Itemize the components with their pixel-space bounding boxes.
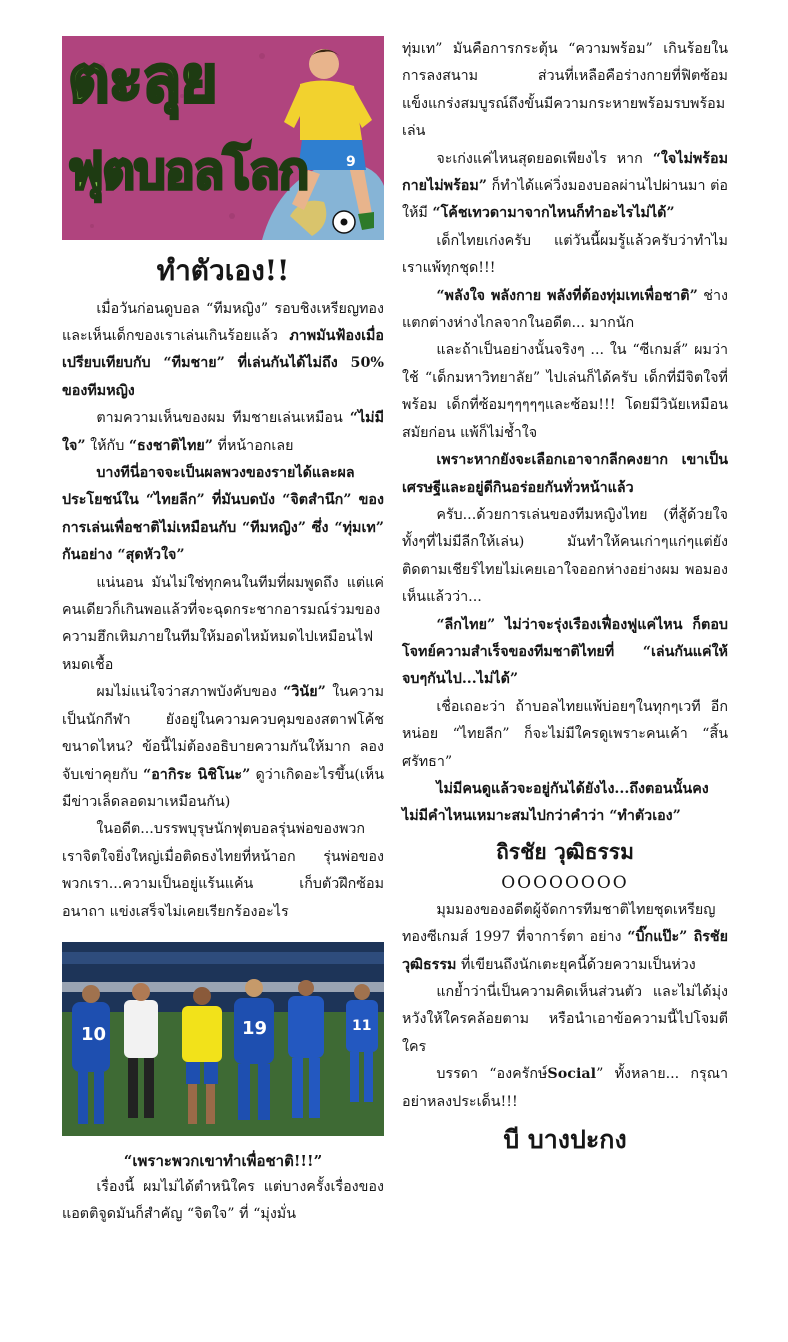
text-run: และถ้าเป็นอย่างนั้นจริงๆ ... ใน “ซีเกมส์” ผมว่าใช้ “เด็กมหาวิทยาลัย” ไปเล่นก็ได้ครับ เด็กที่มีจิตใจที่พร้อม เด็กที่ซ้อมๆๆๆๆๆและซ้อม!!! โดยมีวินัยเหมือนสมัยก่อน แพ้ก็ไม่ช้ำใจ <box>402 342 728 441</box>
right-body-text <box>402 36 728 831</box>
right-column <box>402 36 728 1160</box>
jersey-19: 19 <box>242 1017 268 1039</box>
paragraph <box>402 897 728 979</box>
text-run: ผมไม่แน่ใจว่าสภาพบังคับของ <box>96 684 284 701</box>
text-run: ดูว่าเกิดอะไรขึ้น(เห็นมีข่าวเล็ดลอดมาเหมือนกัน) <box>62 766 384 810</box>
text-run: บรรดา “องครักษ์ <box>436 1066 548 1083</box>
paragraph <box>402 502 728 612</box>
left-column <box>62 36 384 1229</box>
paragraph <box>62 679 384 816</box>
text-run: ทุ่มเท” มันคือการกระตุ้น “ความพร้อม” เกินร้อยในการลงสนาม ส่วนที่เหลือคือร่างกายที่ฟิตซ้อมแข็งแกร่งสมบูรณ์ถึงขั้นมีความกระหายพร้อมรบพร้อมเล่น <box>402 41 728 140</box>
text-run: ในความเป็นนักกีฬา ยังอยู่ในความควบคุมของสตาฟโค้ชขนาดไหน? ข้อนี้ไม่ต้องอธิบายความกันให้มาก ลองจับเข่าคุยกับ <box>62 684 384 783</box>
author-signature: ถิรชัย วุฒิธรรม <box>496 838 634 864</box>
photo-caption: “เพราะพวกเขาทำเพื่อชาติ!!!” <box>123 1151 323 1170</box>
text-run: เชื่อเถอะว่า ถ้าบอลไทยแพ้บ่อยๆในทุกๆเวที อีกหน่อย “ไทยลีก” ก็จะไม่มีใครดูเพราะคนเค้า “สิ้นศรัทธา” <box>402 698 728 770</box>
text-run: ไม่มีคนดูแล้วจะอยู่กันได้ยังไง...ถึงตอนนั้นคงไม่มีคำไหนเหมาะสมไปกว่าคำว่า “ทำตัวเอง” <box>402 780 709 825</box>
text-run: “บิ๊กแป๊ะ” ถิรชัย วุฒิธรรม <box>402 929 728 973</box>
paragraph <box>402 694 728 776</box>
text-run: แน่นอน มันไม่ใช่ทุกคนในทีมที่ผมพูดถึง แต่แค่คนเดียวก็เกินพอแล้วที่จะฉุดกระชากอารมณ์ร่วมของความฮึกเหิมภายในทีมให้มอดไหม้หมดไปเหมือนไฟหมดเชื้อ <box>62 574 384 673</box>
right-body-text-2 <box>402 897 728 1116</box>
text-run: ให้กับ <box>85 437 129 454</box>
text-run: “อากิระ นิชิโนะ” <box>143 766 251 783</box>
text-run: “โค้ชเทวดามาจากไหนก็ทำอะไรไม่ได้” <box>432 205 675 222</box>
paragraph <box>62 816 384 926</box>
text-run: จะเก่งแค่ไหนสุดยอดเพียงไร หาก <box>436 150 653 167</box>
jersey-number: 9 <box>346 154 356 170</box>
text-run: ที่เขียนถึงนักเตะยุคนี้ด้วยความเป็นห่วง <box>456 956 696 973</box>
team-photo <box>62 942 384 1136</box>
paragraph <box>402 228 728 283</box>
text-run: “ไม่มีใจ” <box>62 410 384 454</box>
text-run: “วินัย” <box>283 684 326 701</box>
jersey-10: 10 <box>81 1023 107 1045</box>
paragraph <box>402 979 728 1061</box>
text-run: เมื่อวันก่อนดูบอล “ทีมหญิง” รอบชิงเหรียญทอง และเห็นเด็กของเราเล่นเกินร้อยแล้ว <box>62 300 384 344</box>
text-run: “ธงชาติไทย” <box>128 437 213 454</box>
text-run: มุมมองของอดีตผู้จัดการทีมชาติไทยชุดเหรียญทองซีเกมส์ 1997 ที่จาการ์ตา อย่าง <box>402 901 716 946</box>
paragraph <box>62 1174 384 1229</box>
paragraph <box>62 405 384 460</box>
paragraph <box>62 296 384 406</box>
text-run: เพราะหากยังจะเลือกเอาจากลีกคงยาก เขาเป็นเศรษฐีและอยู่ดีกินอร่อยกันทั่วหน้าแล้ว <box>402 452 728 496</box>
text-run: ในอดีต...บรรพบุรุษนักฟุตบอลรุ่นพ่อของพวกเราจิตใจยิ่งใหญ่เมื่อติดธงไทยที่หน้าอก รุ่นพ่อของพวกเรา...ความเป็นอยู่แร้นแค้น เก็บตัวฝึกซ้อมอนาถา แข่งเสร็จไม่เคยเรียกร้องอะไร <box>62 821 384 920</box>
paragraph <box>402 146 728 228</box>
text-run: “ใจไม่พร้อม กายไม่พร้อม” <box>402 150 728 195</box>
text-run: บางทีนี่อาจจะเป็นผลพวงของรายได้และผลประโยชน์ใน “ไทยลีก” ที่มันบดบัง “จิตสำนึก” ของการเล่นเพื่อชาติไม่เหมือนกับ “ทีมหญิง” ซึ่ง “ทุ่มเท” กันอย่าง “สุดหัวใจ” <box>62 465 384 564</box>
text-run: ตามความเห็นของผม ทีมชายเล่นเหมือน <box>96 410 350 427</box>
paragraph <box>402 447 728 502</box>
headline: ทำตัวเอง!! <box>156 254 290 287</box>
text-run: แกย้ำว่านี่เป็นความคิดเห็นส่วนตัว และไม่ได้มุ่งหวังให้ใครคล้อยตาม หรือนำเอาข้อความนี้ไปโจมตีใคร <box>402 984 728 1055</box>
banner-title-line1: ตะลุย <box>68 43 217 117</box>
paragraph <box>402 337 728 447</box>
text-run: ที่หน้าอกเลย <box>213 437 294 454</box>
left-body-text <box>62 296 384 926</box>
text-run: เด็กไทยเก่งครับ แต่วันนี้ผมรู้แล้วครับว่าทำไมเราแพ้ทุกชุด!!! <box>402 232 728 277</box>
text-run: “พลังใจ พลังกาย พลังที่ต้องทุ่มเทเพื่อชาติ” <box>436 287 698 304</box>
jersey-11: 11 <box>352 1017 372 1034</box>
paragraph <box>62 570 384 680</box>
banner-title-line2: ฟุตบอลโลก <box>68 142 309 200</box>
paragraph <box>402 1061 728 1116</box>
columnist-byline: บี บางปะกง <box>503 1125 627 1155</box>
text-run: Social <box>547 1066 597 1083</box>
text-run: ก็ทำได้แค่วิ่งมองบอลผ่านไปผ่านมา ต่อให้มี <box>402 178 728 222</box>
column-banner <box>62 36 384 240</box>
text-run: ” ทั้งหลาย... กรุณา อย่าหลงประเด็น!!! <box>402 1066 728 1110</box>
text-run: ช่างแตกต่างห่างไกลจากในอดีต... มากนัก <box>402 287 729 332</box>
paragraph <box>402 283 728 338</box>
paragraph <box>402 36 728 146</box>
text-run: ครับ...ด้วยการเล่นของทีมหญิงไทย (ที่สู้ด้วยใจทั้งๆที่ไม่มีลีกให้เล่น) มันทำให้คนเก่าๆแก่ๆแต่ยังติดตามเชียร์ไทยไม่เคยเอาใจออกห่างอย่างผม พอมองเห็นแล้วว่า... <box>402 506 728 606</box>
players-walking-off-photo <box>62 942 384 1136</box>
section-separator: OOOOOOOO <box>501 872 629 893</box>
paragraph <box>402 776 728 831</box>
text-run: ภาพมันฟ้องเมื่อเปรียบเทียบกับ “ทีมชาย” ที่เล่นกันได้ไม่ถึง 50% ของทีมหญิง <box>62 328 384 399</box>
left-continuation-text <box>62 1174 384 1229</box>
text-run: “ลีกไทย” ไม่ว่าจะรุ่งเรืองเฟื่องฟูแค่ไหน ก็ตอบโจทย์ความสำเร็จของทีมชาติไทยที่ “เล่นกันแค่ให้จบๆกันไป...ไม่ได้” <box>402 616 728 688</box>
paragraph <box>62 460 384 570</box>
paragraph <box>402 612 728 694</box>
text-run: เรื่องนี้ ผมไม่ได้ตำหนิใคร แต่บางครั้งเรื่องของแอตติจูดมันก็สำคัญ “จิตใจ” ที่ “มุ่งมั่น <box>62 1178 384 1223</box>
